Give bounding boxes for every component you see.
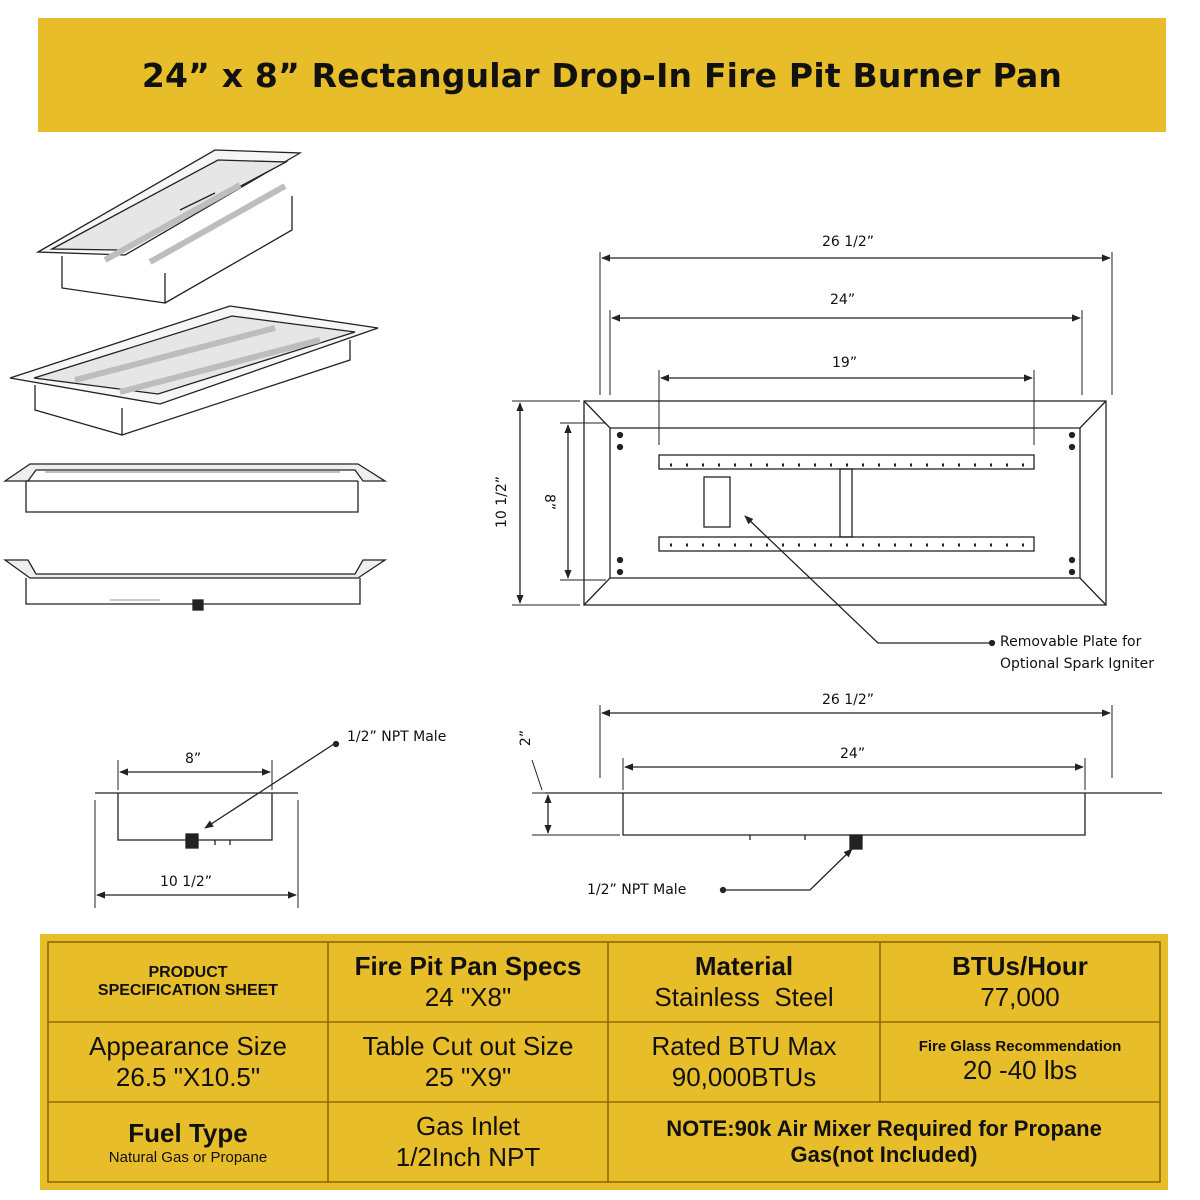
btu-label: BTUs/Hour <box>952 951 1088 981</box>
iso-view-angled <box>10 306 378 435</box>
propane-note-line1: NOTE:90k Air Mixer Required for Propane <box>666 1116 1102 1141</box>
cutout-value: 25 "X9" <box>424 1062 512 1092</box>
appearance-label: Appearance Size <box>88 1031 288 1061</box>
propane-note-line2: Gas(not Included) <box>790 1142 978 1167</box>
glass-label: Fire Glass Recommendation <box>918 1038 1122 1055</box>
igniter-note-line2: Optional Spark Igniter <box>1000 656 1154 672</box>
cutout-label: Table Cut out Size <box>362 1031 574 1061</box>
side-dim-depth: 2” <box>518 729 535 747</box>
page-title: 24” x 8” Rectangular Drop-In Fire Pit Burner Pan <box>141 55 1063 95</box>
spec-header-line1: PRODUCT <box>148 964 228 981</box>
rated-label: Rated BTU Max <box>651 1031 837 1061</box>
end-view <box>95 742 339 909</box>
end-inlet-label: 1/2” NPT Male <box>347 729 447 745</box>
fuel-cell <box>48 1102 328 1182</box>
btu-value: 77,000 <box>980 982 1060 1012</box>
bottom-view <box>5 560 385 610</box>
top-plan-view <box>512 252 1112 646</box>
side-inlet-label: 1/2” NPT Male <box>587 882 687 898</box>
material-label: Material <box>694 951 794 981</box>
appearance-cell <box>48 1022 328 1102</box>
igniter-note-line1: Removable Plate for <box>1000 634 1142 650</box>
glass-value: 20 -40 lbs <box>962 1055 1078 1085</box>
material-value: Stainless Steel <box>654 982 834 1012</box>
pan-specs-label: Fire Pit Pan Specs <box>354 951 582 981</box>
propane-note-cell <box>608 1102 1160 1182</box>
inlet-value: 1/2Inch NPT <box>395 1142 541 1172</box>
pan-specs-value: 24 "X8" <box>424 982 512 1012</box>
spec-table <box>40 934 1168 1190</box>
glass-cell <box>880 1022 1160 1102</box>
iso-view-top <box>38 150 300 303</box>
pan-specs-cell <box>328 942 608 1022</box>
dim-outer-width: 26 1/2” <box>822 234 875 250</box>
side-view <box>532 705 1162 893</box>
side-dim-inner: 24” <box>840 746 866 762</box>
front-view <box>5 464 385 512</box>
rated-cell <box>608 1022 880 1102</box>
rated-value: 90,000BTUs <box>671 1062 817 1092</box>
material-cell <box>608 942 880 1022</box>
fuel-value: Natural Gas or Propane <box>108 1149 268 1166</box>
inlet-cell <box>328 1102 608 1182</box>
fuel-label: Fuel Type <box>128 1118 248 1148</box>
dim-burner-width: 19” <box>832 355 858 371</box>
dim-inner-height: 8” <box>541 493 558 511</box>
spec-header-cell <box>48 942 328 1022</box>
spec-header-line2: SPECIFICATION SHEET <box>97 982 279 999</box>
appearance-value: 26.5 "X10.5" <box>115 1062 261 1092</box>
cutout-cell <box>328 1022 608 1102</box>
side-dim-outer: 26 1/2” <box>822 692 875 708</box>
end-dim-inner: 8” <box>185 751 202 767</box>
inlet-label: Gas Inlet <box>415 1111 521 1141</box>
dim-inner-width: 24” <box>830 292 856 308</box>
end-dim-outer: 10 1/2” <box>160 874 213 890</box>
btu-cell <box>880 942 1160 1022</box>
dim-outer-height: 10 1/2” <box>494 475 511 529</box>
